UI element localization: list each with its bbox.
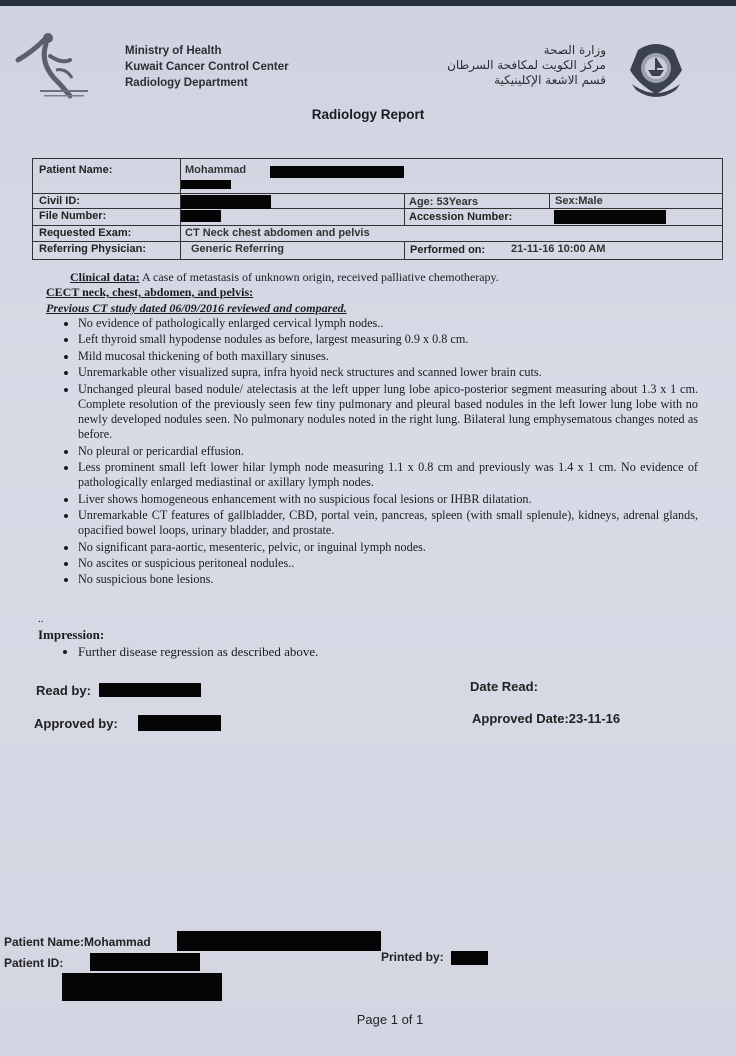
clinical-label: Clinical data:: [70, 270, 140, 284]
redacted-civil-id: [181, 195, 271, 209]
kccc-logo-icon: [10, 30, 90, 100]
read-by-label: Read by:: [36, 683, 91, 698]
kuwait-emblem-icon: [624, 40, 688, 102]
performed-value: 21-11-16 10:00 AM: [511, 243, 606, 255]
redacted-approver: [138, 715, 221, 731]
performed-label: Performed on:: [410, 244, 486, 256]
department-ar: قسم الاشعة الإكلينيكية: [494, 73, 606, 87]
date-read-label: Date Read:: [470, 679, 538, 694]
accession-label: Accession Number:: [409, 211, 513, 223]
redacted-name-2: [181, 180, 231, 189]
finding-item: • Unremarkable CT features of gallbladder, CBD, portal vein, pancreas, spleen (with small splenule), kidneys, adrenal glands, opacified bowel loops, urinary bladder, and prostate.: [78, 508, 698, 538]
requested-exam-label: Requested Exam:: [39, 227, 132, 239]
clinical-text: A case of metastasis of unknown origin, received palliative chemotherapy.: [139, 270, 499, 284]
referring-label: Referring Physician:: [39, 243, 146, 255]
center-ar: مركز الكويت لمكافحة السرطان: [447, 58, 606, 72]
page-number: Page 1 of 1: [356, 1012, 424, 1027]
finding-item: • Left thyroid small hypodense nodules as before, largest measuring 0.9 x 0.8 cm.: [78, 332, 698, 347]
header-ar: [447, 43, 606, 88]
redacted-name: [270, 166, 404, 178]
age-value: Age: 53Years: [409, 196, 479, 208]
footer-patient-id: Patient ID:: [4, 956, 64, 970]
ministry-ar: وزارة الصحة: [543, 43, 606, 57]
finding-item: • No pleural or pericardial effusion.: [78, 444, 698, 459]
clinical-data: [70, 270, 710, 286]
requested-exam-value: CT Neck chest abdomen and pelvis: [185, 227, 370, 239]
civil-id-label: Civil ID:: [39, 195, 80, 207]
finding-item: • Liver shows homogeneous enhancement with no suspicious focal lesions or IHBR dilatation.: [78, 492, 698, 507]
printed-by-label: Printed by:: [381, 950, 444, 964]
redacted-accession: [554, 210, 666, 224]
header-en: [125, 43, 289, 91]
department-en: Radiology Department: [125, 77, 248, 89]
previous-study-heading: Previous CT study dated 06/09/2016 reviewed and compared.: [46, 301, 347, 315]
impression-item: • Further disease regression as described above.: [78, 644, 698, 660]
approved-by-label: Approved by:: [34, 716, 118, 731]
file-number-label: File Number:: [39, 210, 107, 222]
finding-item: • No suspicious bone lesions.: [78, 572, 698, 587]
referring-value: Generic Referring: [191, 243, 284, 255]
redacted-reader: [99, 683, 201, 697]
sex-value: Sex:Male: [555, 195, 603, 207]
finding-item: • Mild mucosal thickening of both maxillary sinuses.: [78, 349, 698, 364]
patient-name-value: Mohammad: [185, 164, 247, 176]
impression-label: Impression:: [38, 627, 105, 642]
finding-item: • Unchanged pleural based nodule/ atelectasis at the left upper lung lobe apico-posterior segment measuring about 1.3 x 1 cm. Complete resolution of the previously seen few tiny pulmonary and pleural based nodules in the left lower lung lobe with no newly developed nodules seen. No pulmonary nodules noted in the right lung. Bilateral lung emphysematous changes noted as before.: [78, 382, 698, 443]
center-en: Kuwait Cancer Control Center: [125, 61, 289, 73]
redacted-file-number: [181, 210, 221, 222]
redacted-footer-id: [90, 953, 200, 971]
approved-date: Approved Date:23-11-16: [472, 711, 621, 726]
footer-patient-name: Patient Name:Mohammad: [4, 935, 151, 949]
ellipsis-dots: ..: [38, 613, 44, 625]
finding-item: • Unremarkable other visualized supra, infra hyoid neck structures and scanned lower brain cuts.: [78, 365, 698, 380]
patient-name-label: Patient Name:: [39, 164, 113, 176]
cect-heading: CECT neck, chest, abdomen, and pelvis:: [46, 285, 254, 299]
redacted-printer: [451, 951, 488, 965]
finding-item: • No ascites or suspicious peritoneal nodules..: [78, 556, 698, 571]
findings-list: [60, 316, 698, 589]
impression-list: [60, 644, 698, 661]
finding-item: • Less prominent small left lower hilar lymph node measuring 1.1 x 0.8 cm and previously was 1.4 x 1 cm. No evidence of pathologically enlarged mediastinal or axillary lymph nodes.: [78, 460, 698, 490]
redacted-footer-name: [177, 931, 381, 951]
finding-item: • No significant para-aortic, mesenteric, pelvic, or inguinal lymph nodes.: [78, 540, 698, 555]
ministry-en: Ministry of Health: [125, 45, 222, 57]
redacted-footer-block: [62, 973, 222, 1001]
page-title: Radiology Report: [311, 107, 425, 122]
scan-top-edge: [0, 0, 736, 6]
finding-item: • No evidence of pathologically enlarged cervical lymph nodes..: [78, 316, 698, 331]
